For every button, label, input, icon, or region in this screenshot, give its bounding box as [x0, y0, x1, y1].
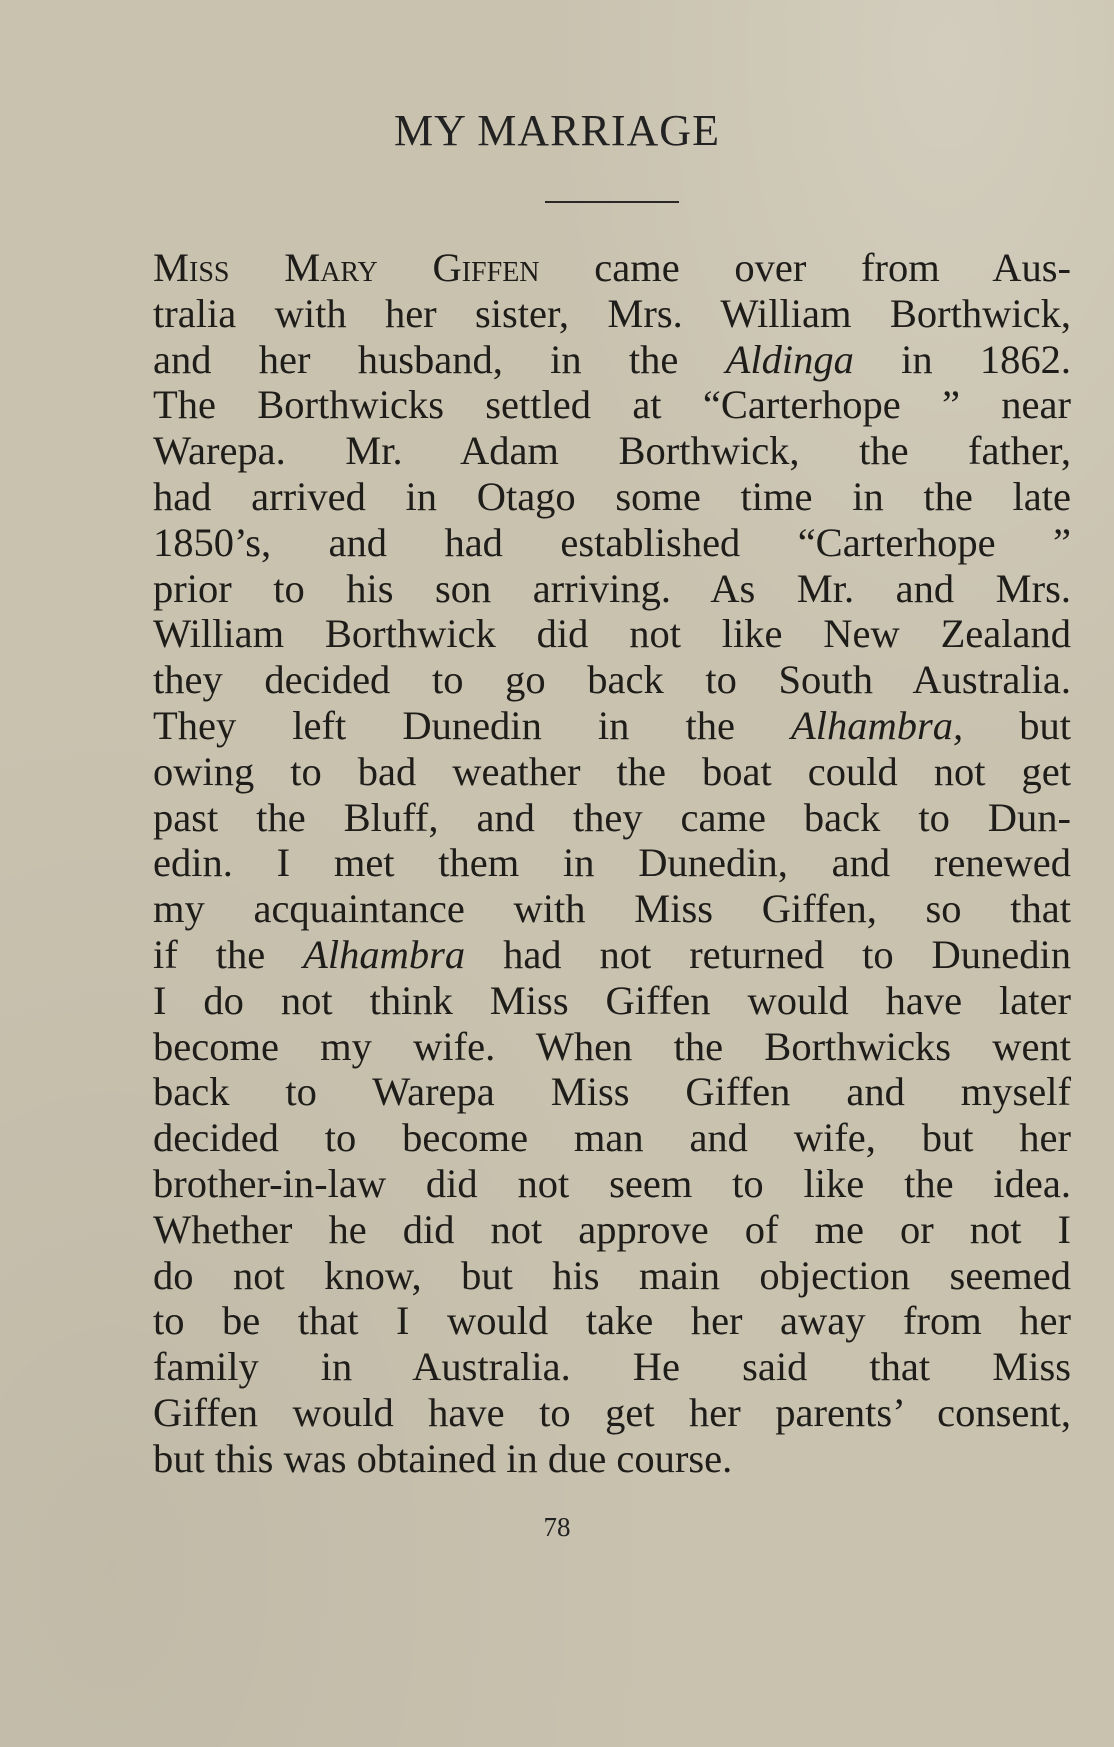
chapter-title: MY MARRIAGE — [394, 106, 720, 155]
text-run: back to Warepa Miss Giffen and myself — [153, 1069, 1071, 1115]
text-run: The Borthwicks settled at “Carterhope ” near — [153, 382, 1071, 428]
italic-ship-name: Alhambra — [303, 931, 466, 977]
text-line — [153, 749, 1071, 795]
text-line — [153, 840, 1071, 886]
text-run: decided to become man and wife, but her — [153, 1115, 1071, 1161]
text-line — [153, 428, 1071, 474]
text-line — [153, 291, 1071, 337]
text-line — [153, 1390, 1071, 1436]
text-run: had arrived in Otago some time in the late — [153, 473, 1071, 519]
text-run: Giffen would have to get her parents’ consent, — [153, 1389, 1071, 1435]
text-line — [153, 611, 1071, 657]
text-line — [153, 520, 1071, 566]
page-number: 78 — [543, 1512, 571, 1542]
text-run: become my wife. When the Borthwicks went — [153, 1023, 1071, 1069]
text-line — [153, 1161, 1071, 1207]
text-line — [153, 1344, 1071, 1390]
small-caps-name: Miss Mary Giffen — [153, 245, 540, 290]
text-run: do not know, but his main objection seemed — [153, 1252, 1071, 1298]
text-run: if the — [153, 931, 304, 977]
text-line — [153, 1436, 1071, 1482]
text-run: my acquaintance with Miss Giffen, so that — [153, 886, 1071, 932]
text-run: tralia with her sister, Mrs. William Borthwick, — [153, 290, 1071, 336]
text-run: edin. I met them in Dunedin, and renewed — [153, 840, 1071, 886]
text-run: past the Bluff, and they came back to Dun- — [153, 794, 1071, 840]
text-line — [153, 978, 1071, 1024]
text-run: Whether he did not approve of me or not I — [153, 1206, 1071, 1252]
text-run: owing to bad weather the boat could not get — [153, 748, 1071, 794]
text-run: but — [963, 702, 1071, 748]
text-line — [153, 382, 1071, 428]
text-line — [153, 1024, 1071, 1070]
text-line — [153, 1298, 1071, 1344]
text-line — [153, 474, 1071, 520]
italic-ship-name: Aldinga — [725, 336, 854, 382]
text-run: 1850’s, and had established “Carterhope ” — [153, 519, 1071, 565]
text-run: family in Australia. He said that Miss — [153, 1344, 1071, 1390]
body-paragraph — [153, 245, 1071, 1482]
text-run: and her husband, in the — [153, 336, 726, 382]
text-line — [153, 566, 1071, 612]
text-run: had not returned to Dunedin — [465, 931, 1072, 977]
text-run: They left Dunedin in the — [153, 702, 792, 748]
text-line — [153, 886, 1071, 932]
text-line — [153, 932, 1071, 978]
text-run: they decided to go back to South Australia. — [153, 657, 1071, 703]
text-run: brother-in-law did not seem to like the idea. — [153, 1160, 1071, 1206]
text-line — [153, 245, 1071, 291]
text-line — [153, 1207, 1071, 1253]
text-run: I do not think Miss Giffen would have later — [153, 977, 1071, 1023]
title-rule — [545, 201, 679, 203]
italic-ship-name: Alhambra, — [791, 702, 964, 748]
text-run: in 1862. — [853, 336, 1071, 382]
text-line — [153, 1069, 1071, 1115]
text-run: came over from Aus- — [539, 245, 1071, 290]
text-run: William Borthwick did not like New Zealand — [153, 611, 1071, 657]
text-line — [153, 703, 1071, 749]
text-line — [153, 1115, 1071, 1161]
text-line — [153, 337, 1071, 383]
text-line — [153, 795, 1071, 841]
text-run: Warepa. Mr. Adam Borthwick, the father, — [153, 428, 1071, 474]
text-line — [153, 657, 1071, 703]
text-run: prior to his son arriving. As Mr. and Mrs. — [153, 565, 1071, 611]
text-line — [153, 1253, 1071, 1299]
text-run: to be that I would take her away from her — [153, 1298, 1071, 1344]
text-run: but this was obtained in due course. — [153, 1435, 733, 1481]
